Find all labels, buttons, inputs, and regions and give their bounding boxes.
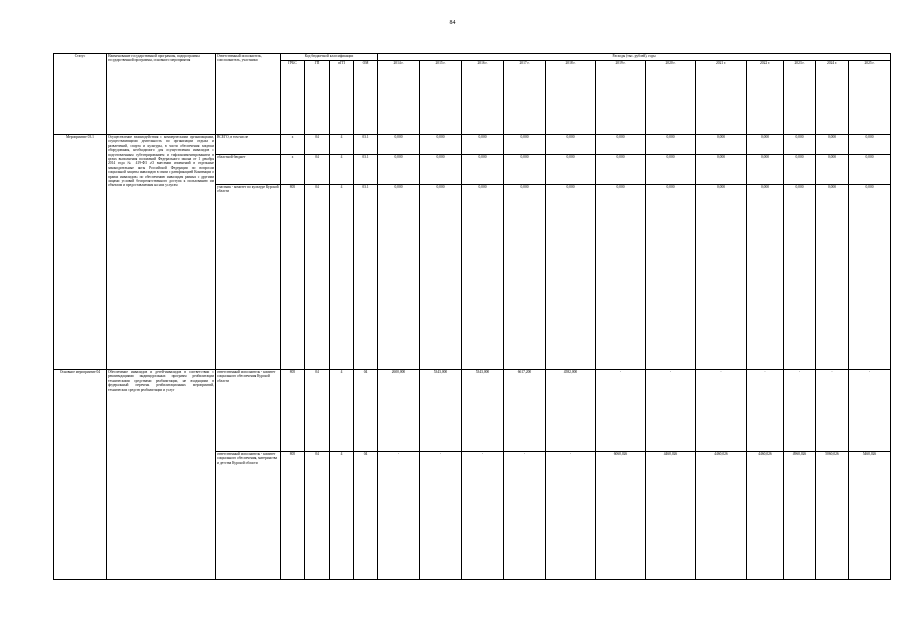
code-cell: 03.1 xyxy=(354,185,378,370)
value-cell: 0,000 xyxy=(504,155,546,185)
value-cell: 5343,000 xyxy=(462,370,504,452)
value-cell: 4582,000 xyxy=(546,370,596,452)
value-cell: 0,000 xyxy=(646,185,696,370)
header-year: 2021 г. xyxy=(696,61,747,135)
header-year: 2015 г. xyxy=(420,61,462,135)
value-cell: 0,000 xyxy=(462,155,504,185)
row-04-responsible-1: ответственный исполнитель - комитет социального обеспечения Курской области xyxy=(216,370,281,452)
budget-table xyxy=(53,53,891,580)
code-cell: 4 xyxy=(330,135,354,155)
code-cell: 03.1 xyxy=(354,135,378,155)
value-cell: 0,000 xyxy=(646,135,696,155)
value-cell: - xyxy=(696,370,747,452)
value-cell: 4460,026 xyxy=(696,452,747,580)
value-cell: 0,000 xyxy=(849,135,891,155)
value-cell: - xyxy=(504,452,546,580)
code-cell: 04 xyxy=(305,135,330,155)
value-cell: 0,000 xyxy=(546,155,596,185)
header-expenses-group: Расходы (тыс. рублей), годы xyxy=(378,54,891,61)
value-cell: - xyxy=(816,370,849,452)
value-cell: 0,000 xyxy=(747,135,784,155)
value-cell: 5343,000 xyxy=(420,370,462,452)
code-cell: 04 xyxy=(354,452,378,580)
header-year: 2025 г. xyxy=(849,61,891,135)
value-cell: 0,000 xyxy=(420,185,462,370)
value-cell: 0,000 xyxy=(816,135,849,155)
header-year: 2016 г. xyxy=(462,61,504,135)
value-cell: 0,000 xyxy=(504,185,546,370)
code-cell: 4 xyxy=(330,452,354,580)
value-cell: - xyxy=(596,370,646,452)
row-031-status: Мероприятие 03.1 xyxy=(54,135,107,370)
value-cell: - xyxy=(849,370,891,452)
value-cell: 4460,026 xyxy=(747,452,784,580)
header-responsible: Ответственный исполнитель, соисполнитель, участники xyxy=(216,54,281,135)
value-cell: 0,000 xyxy=(378,185,420,370)
value-cell: 6060,026 xyxy=(596,452,646,580)
value-cell: 0,000 xyxy=(504,135,546,155)
value-cell: 0,000 xyxy=(784,135,816,155)
header-code-grbs: ГРБС xyxy=(281,61,305,135)
value-cell: 0,000 xyxy=(420,155,462,185)
row-031-description: Осуществление взаимодействия с коммерческими организациями, осуществляющими деятельность по организации отдыха и развлечений, спорта и культуры, в части обеспечения закупки оборудования, необходимого для осуществления инвалидов с подготовленным субтитрированием и тифлокомментированием в целях выполнения положений Федерального закона от 1 декабря 2014 года № 419-ФЗ «О внесении изменений в отдельные законодательные акты Российской Федерации по вопросам социальной защиты инвалидов в связи с ратификацией Конвенции о правах инвалидов» по обеспечению инвалидам равных с другими лицами условий беспрепятственного доступа к пользованию им объектам и предоставляемым на них услугам xyxy=(107,135,216,370)
value-cell: - xyxy=(420,452,462,580)
value-cell: 0,000 xyxy=(696,155,747,185)
row-031-responsible-total: ВСЕГО, в том числе xyxy=(216,135,281,155)
value-cell: - xyxy=(546,452,596,580)
code-cell: 04 xyxy=(305,155,330,185)
value-cell: 0,000 xyxy=(462,135,504,155)
value-cell: 0,000 xyxy=(696,135,747,155)
code-cell: 04 xyxy=(305,185,330,370)
code-cell: 805 xyxy=(281,185,305,370)
header-code-om: ОМ xyxy=(354,61,378,135)
code-cell: 805 xyxy=(281,370,305,452)
value-cell: 0,000 xyxy=(784,185,816,370)
value-cell: 0,000 xyxy=(816,185,849,370)
row-031-responsible-regional: областной бюджет xyxy=(216,155,281,185)
value-cell: 0,000 xyxy=(747,185,784,370)
row-04-status: Основное мероприятие 04 xyxy=(54,370,107,580)
code-cell: 805 xyxy=(281,452,305,580)
value-cell: 0,000 xyxy=(378,135,420,155)
code-cell: 04 xyxy=(354,370,378,452)
code-cell: х xyxy=(281,135,305,155)
value-cell: 0,000 xyxy=(696,185,747,370)
value-cell: - xyxy=(462,452,504,580)
value-cell: 0,000 xyxy=(546,135,596,155)
value-cell: - xyxy=(378,452,420,580)
header-year: 2023 г. xyxy=(784,61,816,135)
header-year: 2017 г. xyxy=(504,61,546,135)
code-cell: 4 xyxy=(330,370,354,452)
value-cell: 0,000 xyxy=(849,155,891,185)
value-cell: - xyxy=(784,370,816,452)
value-cell: 0,000 xyxy=(420,135,462,155)
value-cell: 0,000 xyxy=(596,155,646,185)
value-cell: - xyxy=(646,370,696,452)
code-cell: 04 xyxy=(305,370,330,452)
code-cell: 03.1 xyxy=(354,155,378,185)
value-cell: 0,000 xyxy=(378,155,420,185)
header-year: 2024 г. xyxy=(816,61,849,135)
value-cell: 0,000 xyxy=(462,185,504,370)
value-cell: 5060,026 xyxy=(816,452,849,580)
value-cell: - xyxy=(747,370,784,452)
value-cell: 0,000 xyxy=(546,185,596,370)
header-status: Статус xyxy=(54,54,107,135)
header-year: 2019 г. xyxy=(596,61,646,135)
page-number: 84 xyxy=(449,20,456,26)
header-code-gp: ГП xyxy=(305,61,330,135)
code-cell: 04 xyxy=(305,452,330,580)
code-cell: 4 xyxy=(330,155,354,185)
value-cell: 2600,000 xyxy=(378,370,420,452)
row-04-responsible-2: ответственный исполнитель - комитет социального обеспечения, материнства и детства Курской области xyxy=(216,452,281,580)
value-cell: 4960,026 xyxy=(784,452,816,580)
value-cell: 6617,200 xyxy=(504,370,546,452)
value-cell: 5460,026 xyxy=(849,452,891,580)
header-code-pgp: пГП xyxy=(330,61,354,135)
row-031-responsible-participant: участник - комитет по культуре Курской области xyxy=(216,185,281,370)
code-cell: 4 xyxy=(330,185,354,370)
value-cell: 0,000 xyxy=(596,135,646,155)
value-cell: 0,000 xyxy=(784,155,816,185)
value-cell: 0,000 xyxy=(816,155,849,185)
value-cell: 0,000 xyxy=(747,155,784,185)
value-cell: 0,000 xyxy=(849,185,891,370)
value-cell: 0,000 xyxy=(646,155,696,185)
header-year: 2022 г. xyxy=(747,61,784,135)
header-budget-code-group: Код бюджетной классификации xyxy=(281,54,378,61)
code-cell: х xyxy=(281,155,305,185)
header-year: 2020 г. xyxy=(646,61,696,135)
row-04-description: Обеспечение инвалидов и детей-инвалидов в соответствии с рекомендациями индивидуальных программ реабилитации техническими средствами реабилитации, не входящими в федеральный перечень реабилитационных мероприятий, технических средств реабилитации и услуг xyxy=(107,370,216,580)
header-year: 2014 г. xyxy=(378,61,420,135)
header-name: Наименование государственной программы, подпрограммы государственной программы, основного мероприятия xyxy=(107,54,216,135)
value-cell: 0,000 xyxy=(596,185,646,370)
value-cell: 4460,026 xyxy=(646,452,696,580)
header-year: 2018 г. xyxy=(546,61,596,135)
